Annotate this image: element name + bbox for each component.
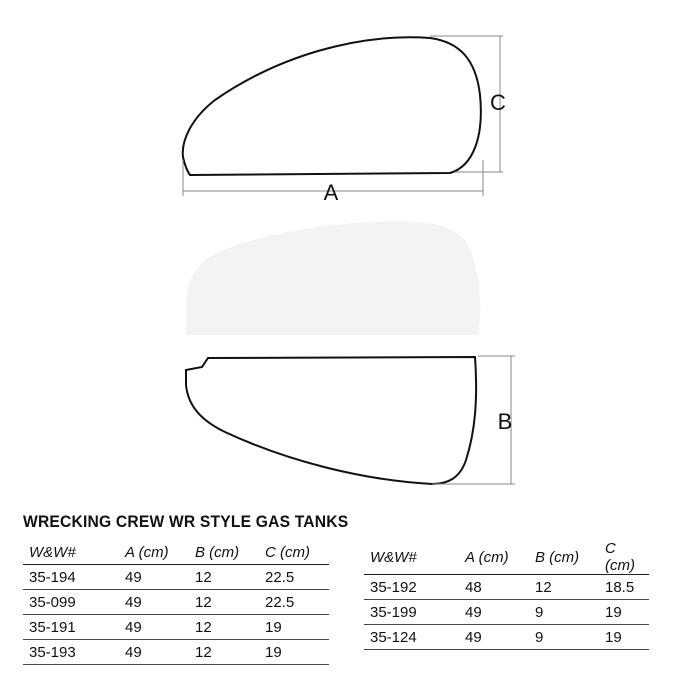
part-number-cell: 35-199 bbox=[364, 600, 459, 625]
table-header-row bbox=[23, 540, 329, 565]
a-cell: 49 bbox=[459, 600, 529, 625]
table-row bbox=[364, 575, 649, 600]
part-number-cell: 35-194 bbox=[23, 565, 119, 590]
spec-table-right bbox=[364, 540, 649, 650]
b-cell: 12 bbox=[529, 575, 599, 600]
dimension-a-label: A bbox=[323, 180, 339, 205]
a-cell: 49 bbox=[119, 590, 189, 615]
table-title: WRECKING CREW WR STYLE GAS TANKS bbox=[23, 512, 349, 531]
part-number-cell: 35-191 bbox=[23, 615, 119, 640]
c-cell: 19 bbox=[599, 625, 649, 650]
a-cell: 48 bbox=[459, 575, 529, 600]
c-cell: 18.5 bbox=[599, 575, 649, 600]
a-cell: 49 bbox=[119, 640, 189, 665]
tank-side-outline bbox=[183, 37, 481, 175]
c-cell: 19 bbox=[259, 615, 329, 640]
spec-table-left bbox=[23, 540, 329, 665]
column-header-b: B (cm) bbox=[189, 540, 259, 565]
column-header-a: A (cm) bbox=[119, 540, 189, 565]
b-cell: 9 bbox=[529, 625, 599, 650]
b-cell: 12 bbox=[189, 565, 259, 590]
c-cell: 19 bbox=[599, 600, 649, 625]
b-cell: 12 bbox=[189, 640, 259, 665]
column-header-part-number: W&W# bbox=[364, 540, 459, 575]
part-number-cell: 35-124 bbox=[364, 625, 459, 650]
a-cell: 49 bbox=[459, 625, 529, 650]
table-row bbox=[23, 590, 329, 615]
column-header-part-number: W&W# bbox=[23, 540, 119, 565]
b-cell: 12 bbox=[189, 615, 259, 640]
c-cell: 22.5 bbox=[259, 590, 329, 615]
c-cell: 22.5 bbox=[259, 565, 329, 590]
column-header-c: C (cm) bbox=[259, 540, 329, 565]
table-row bbox=[364, 600, 649, 625]
dimension-b-label: B bbox=[497, 409, 513, 434]
table-row bbox=[23, 565, 329, 590]
tank-bottom-outline bbox=[186, 357, 476, 484]
table-row bbox=[364, 625, 649, 650]
dimension-c-label: C bbox=[490, 90, 506, 115]
part-number-cell: 35-099 bbox=[23, 590, 119, 615]
table-row bbox=[23, 640, 329, 665]
column-header-b: B (cm) bbox=[529, 540, 599, 575]
tank-top-view-shape bbox=[186, 221, 480, 335]
b-cell: 12 bbox=[189, 590, 259, 615]
part-number-cell: 35-192 bbox=[364, 575, 459, 600]
column-header-a: A (cm) bbox=[459, 540, 529, 575]
table-header-row bbox=[364, 540, 649, 575]
a-cell: 49 bbox=[119, 565, 189, 590]
table-row bbox=[23, 615, 329, 640]
c-cell: 19 bbox=[259, 640, 329, 665]
a-cell: 49 bbox=[119, 615, 189, 640]
b-cell: 9 bbox=[529, 600, 599, 625]
part-number-cell: 35-193 bbox=[23, 640, 119, 665]
column-header-c: C (cm) bbox=[599, 540, 649, 575]
